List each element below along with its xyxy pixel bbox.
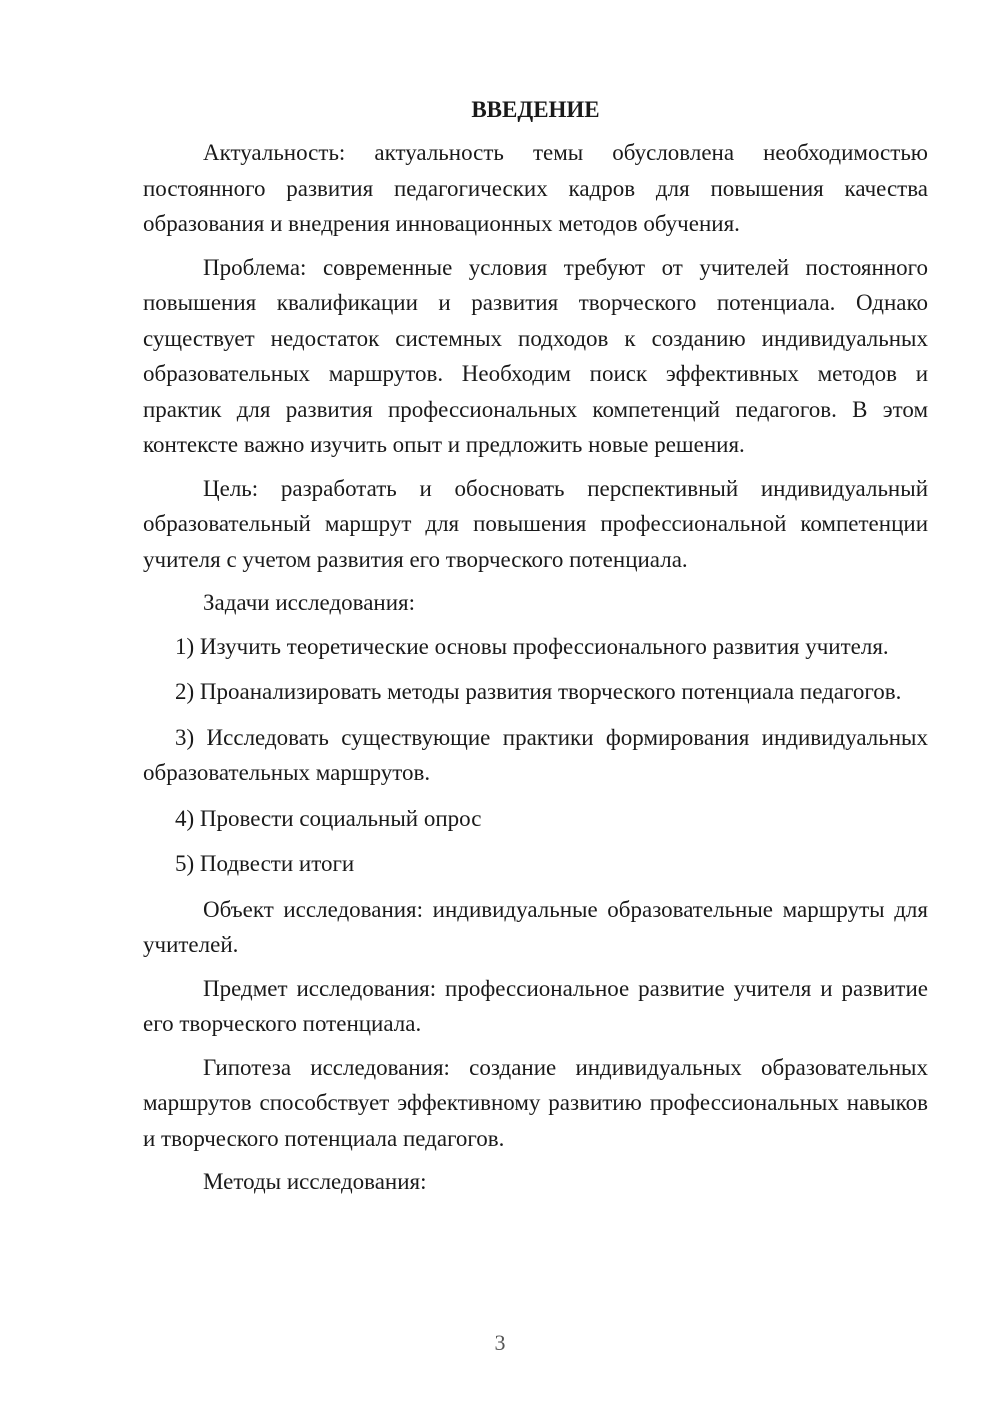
- paragraph-hypothesis: Гипотеза исследования: создание индивидуальных образовательных маршрутов способствует эффективному развитию профессиональных навыков и творческого потенциала педагогов.: [143, 1054, 928, 1151]
- task-item-3: 3) Исследовать существующие практики формирования индивидуальных образовательных маршрутов.: [143, 724, 928, 785]
- paragraph-relevance: Актуальность: актуальность темы обусловлена необходимостью постоянного развития педагогических кадров для повышения качества образования и внедрения инновационных методов обучения.: [143, 140, 928, 236]
- paragraph-object: Объект исследования: индивидуальные образовательные маршруты для учителей.: [143, 896, 928, 957]
- paragraph-subject: Предмет исследования: профессиональное развитие учителя и развитие его творческого потенциала.: [143, 975, 928, 1036]
- paragraph-methods: Методы исследования:: [203, 1169, 427, 1194]
- task-item-4: 4) Провести социальный опрос: [175, 805, 482, 831]
- document-page: [143, 92, 928, 1208]
- paragraph-problem: Проблема: современные условия требуют от учителей постоянного повышения квалификации и развития творческого потенциала. Однако существует недостаток системных подходов к созданию индивидуальных образовательных маршрутов. Необходим поиск эффективных методов и практик для развития профессиональных компетенций педагогов. В этом контексте важно изучить опыт и предложить новые решения.: [143, 254, 928, 457]
- section-title: ВВЕДЕНИЕ: [471, 97, 600, 122]
- page-number: 3: [494, 1330, 506, 1355]
- paragraph-goal: Цель: разработать и обосновать перспективный индивидуальный образовательный маршрут для повышения профессиональной компетенции учителя с учетом развития его творческого потенциала.: [143, 475, 928, 572]
- tasks-heading: Задачи исследования:: [203, 590, 416, 615]
- task-item-1: 1) Изучить теоретические основы профессионального развития учителя.: [175, 633, 889, 659]
- task-item-5: 5) Подвести итоги: [175, 851, 355, 876]
- task-item-2: 2) Проанализировать методы развития творческого потенциала педагогов.: [175, 679, 902, 704]
